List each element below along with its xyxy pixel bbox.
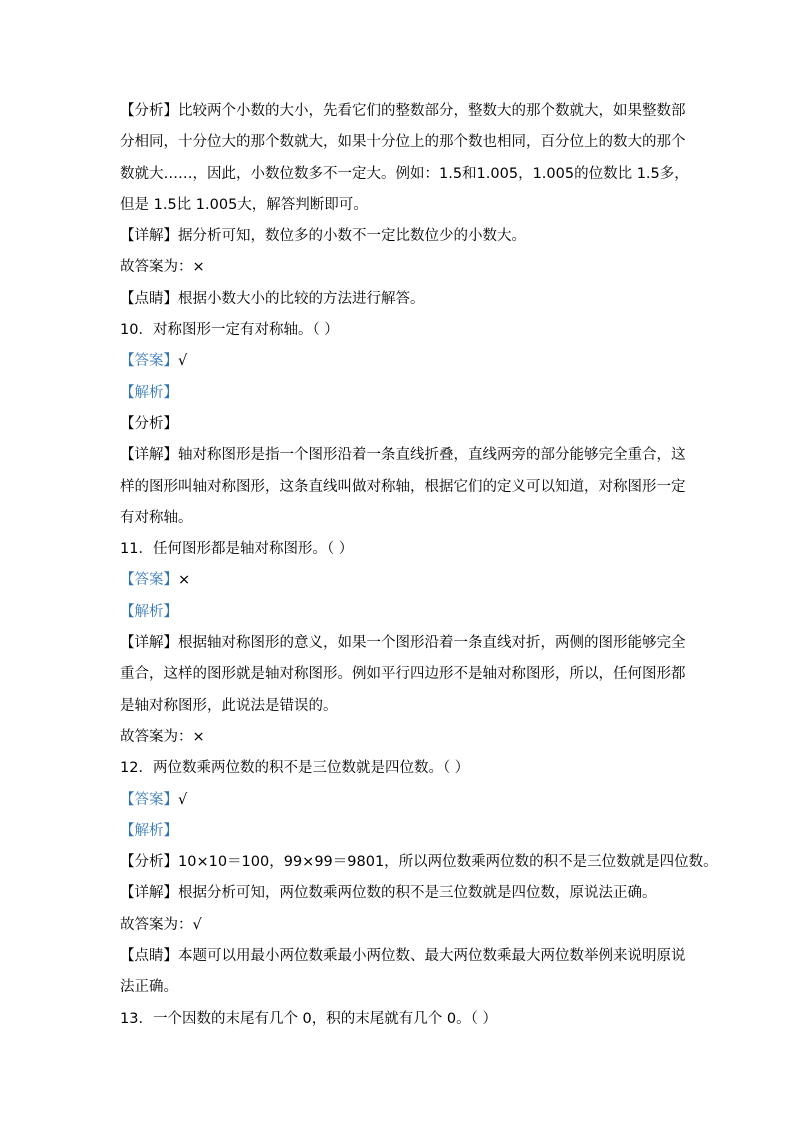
q12-analysis-text: 10×10＝100，99×99＝9801，所以两位数乘两位数的积不是三位数就是四位数。 (178, 854, 718, 871)
q10-analysis-tag: 【分析】 (120, 415, 178, 432)
q12-comment-line-1 (120, 941, 686, 972)
q10-detail-line-3: 有对称轴。 (120, 509, 193, 526)
q10-detail-line-1 (120, 440, 686, 471)
q12-analysis-line (120, 847, 718, 878)
detail-tag: 【详解】 (120, 447, 178, 464)
q9-answer-line: 故答案为：× (120, 259, 205, 276)
q12-comment-text-1: 本题可以用最小两位数乘最小两位数、最大两位数乘最大两位数举例来说明原说 (178, 948, 686, 965)
detail-tag: 【详解】 (120, 885, 178, 902)
q9-analysis-line-4: 但是 1.5比 1.005大，解答判断即可。 (120, 196, 368, 213)
q9-detail-text: 据分析可知，数位多的小数不一定比数位少的小数大。 (178, 228, 526, 245)
comment-tag: 【点睛】 (120, 948, 178, 965)
document-content (120, 96, 718, 1035)
q12-answer-summary: 故答案为：√ (120, 916, 202, 933)
q10-detail-text-1: 轴对称图形是指一个图形沿着一条直线折叠，直线两旁的部分能够完全重合，这 (178, 447, 686, 464)
q10-answer-line (120, 346, 674, 377)
q9-analysis-text-1: 比较两个小数的大小，先看它们的整数部分，整数大的那个数就大，如果整数部 (178, 103, 686, 119)
q9-analysis-line-3: 数就大……，因此，小数位数多不一定大。例如：1.5和1.005，1.005的位数比 1.5多， (120, 165, 689, 182)
q9-analysis-line-2: 分相同，十分位大的那个数就大，如果十分位上的那个数也相同，百分位上的数大的那个 (120, 134, 686, 151)
q11-answer: × (178, 572, 191, 589)
detail-tag: 【详解】 (120, 228, 178, 245)
q12-answer: √ (178, 791, 188, 808)
q13-question: 13．一个因数的末尾有几个 0，积的末尾就有几个 0。（ ） (120, 1010, 497, 1027)
q12-question: 12．两位数乘两位数的积不是三位数就是四位数。（ ） (120, 760, 470, 777)
q11-detail-text-1: 根据轴对称图形的意义，如果一个图形沿着一条直线对折，两侧的图形能够完全 (178, 635, 686, 652)
answer-tag: 【答案】 (120, 353, 178, 370)
q10-answer: √ (178, 353, 188, 370)
q11-jiexi-tag: 【解析】 (120, 603, 178, 620)
q11-answer-summary: 故答案为：× (120, 728, 205, 745)
answer-tag: 【答案】 (120, 572, 178, 589)
q11-question: 11．任何图形都是轴对称图形。（ ） (120, 541, 354, 558)
detail-tag: 【详解】 (120, 635, 178, 652)
q11-answer-line (120, 565, 674, 596)
q10-detail-line-2: 样的图形叫轴对称图形，这条直线叫做对称轴，根据它们的定义可以知道，对称图形一定 (120, 478, 686, 495)
q10-jiexi-tag: 【解析】 (120, 384, 178, 401)
q11-detail-line-1 (120, 628, 686, 659)
q9-detail-line (120, 221, 674, 252)
comment-tag: 【点睛】 (120, 290, 178, 307)
q11-detail-line-2: 重合，这样的图形就是轴对称图形。例如平行四边形不是轴对称图形，所以，任何图形都 (120, 666, 686, 683)
q9-comment-text: 根据小数大小的比较的方法进行解答。 (178, 290, 425, 307)
q12-detail-line (120, 878, 674, 909)
q12-detail-text: 根据分析可知，两位数乘两位数的积不是三位数就是四位数，原说法正确。 (178, 885, 657, 902)
q9-analysis-line-1 (120, 96, 686, 127)
q12-jiexi-tag: 【解析】 (120, 822, 178, 839)
q10-question: 10．对称图形一定有对称轴。（ ） (120, 322, 339, 339)
q11-detail-line-3: 是轴对称图形，此说法是错误的。 (120, 697, 338, 714)
q9-comment-line (120, 284, 674, 315)
analysis-tag: 【分析】 (120, 103, 178, 119)
answer-tag: 【答案】 (120, 791, 178, 808)
q12-answer-line (120, 785, 674, 816)
analysis-tag: 【分析】 (120, 854, 178, 871)
q12-comment-line-2: 法正确。 (120, 979, 178, 996)
